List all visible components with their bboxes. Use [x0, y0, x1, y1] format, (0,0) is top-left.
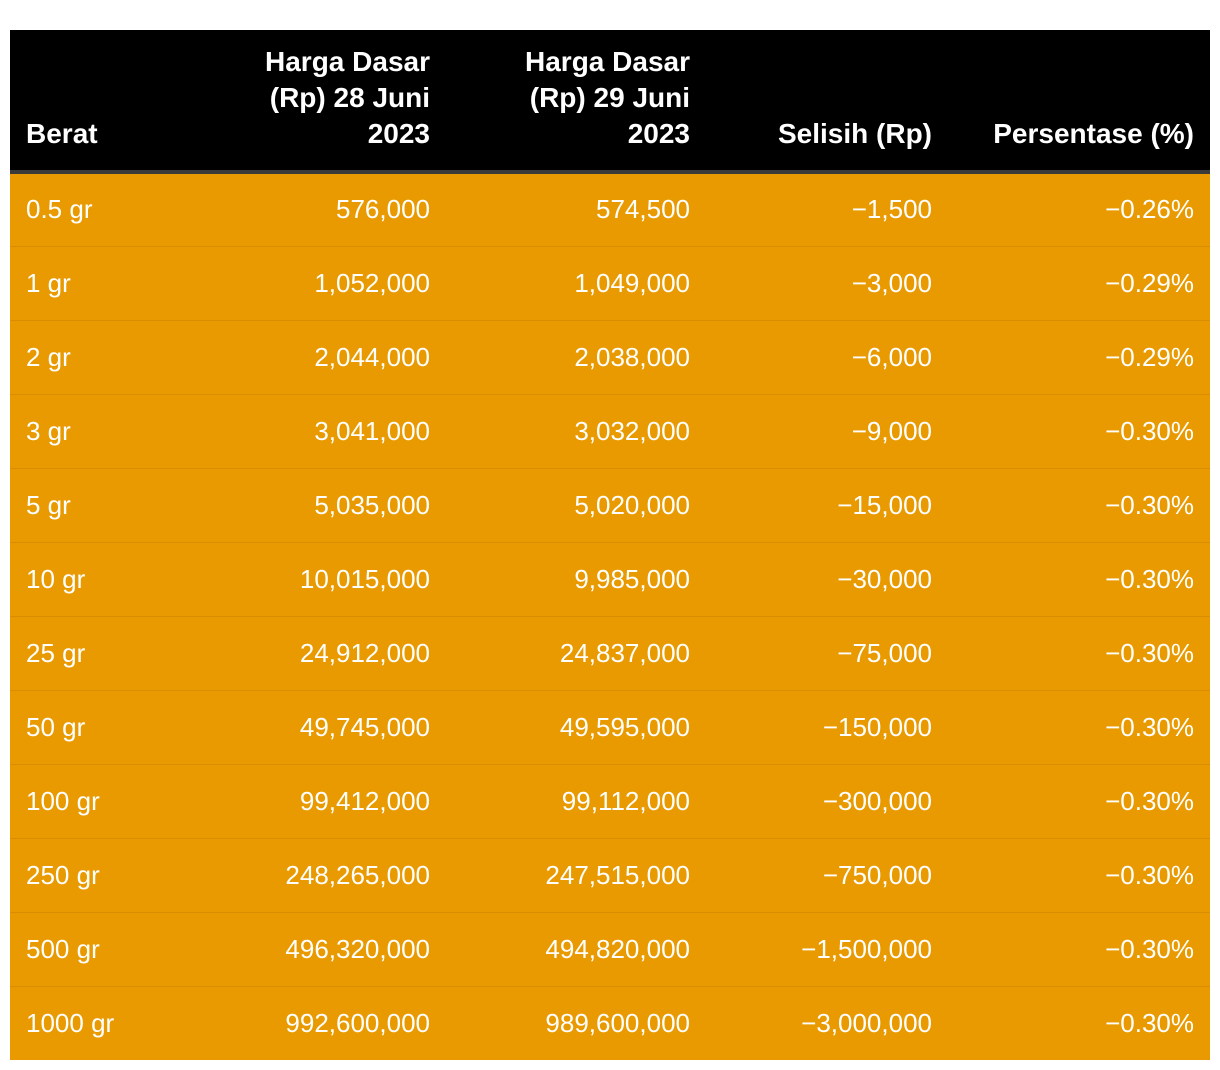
cell-persentase: −0.30%	[1105, 563, 1194, 594]
cell-harga-29-juni: 2,038,000	[574, 341, 690, 372]
table-row	[10, 838, 1210, 912]
cell-selisih: −6,000	[851, 341, 932, 372]
cell-harga-28-juni: 496,320,000	[285, 933, 430, 964]
table-row	[10, 616, 1210, 690]
cell-selisih: −15,000	[837, 489, 932, 520]
cell-harga-29-juni: 9,985,000	[574, 563, 690, 594]
cell-harga-28-juni: 5,035,000	[314, 489, 430, 520]
cell-harga-28-juni: 49,745,000	[299, 711, 430, 742]
cell-harga-28-juni: 2,044,000	[314, 341, 430, 372]
cell-harga-29-juni: 1,049,000	[574, 267, 690, 298]
cell-berat: 5 gr	[26, 489, 71, 520]
table-row	[10, 912, 1210, 986]
cell-berat: 50 gr	[26, 711, 86, 742]
cell-harga-28-juni: 99,412,000	[299, 785, 430, 816]
cell-berat: 2 gr	[26, 341, 71, 372]
cell-selisih: −9,000	[851, 415, 932, 446]
table-row	[10, 542, 1210, 616]
table-header	[10, 30, 1210, 172]
cell-selisih: −3,000	[851, 267, 932, 298]
cell-persentase: −0.30%	[1105, 785, 1194, 816]
cell-harga-28-juni: 1,052,000	[314, 267, 430, 298]
cell-berat: 1000 gr	[26, 1007, 115, 1038]
cell-harga-29-juni: 49,595,000	[559, 711, 690, 742]
header-harga-28-juni: Harga Dasar (Rp) 28 Juni 2023	[265, 46, 430, 149]
cell-harga-29-juni: 3,032,000	[574, 415, 690, 446]
cell-harga-28-juni: 992,600,000	[285, 1007, 430, 1038]
cell-selisih: −150,000	[822, 711, 932, 742]
cell-selisih: −3,000,000	[801, 1007, 932, 1038]
cell-harga-29-juni: 989,600,000	[545, 1007, 690, 1038]
table-row	[10, 468, 1210, 542]
header-selisih: Selisih (Rp)	[777, 118, 932, 149]
cell-berat: 100 gr	[26, 785, 100, 816]
cell-selisih: −300,000	[822, 785, 932, 816]
header-persentase: Persentase (%)	[993, 118, 1194, 149]
cell-berat: 0.5 gr	[26, 194, 93, 225]
cell-harga-28-juni: 10,015,000	[299, 563, 430, 594]
cell-harga-28-juni: 248,265,000	[285, 859, 430, 890]
table-row	[10, 986, 1210, 1060]
cell-persentase: −0.29%	[1105, 267, 1194, 298]
table-body	[10, 172, 1210, 1060]
cell-selisih: −1,500	[851, 194, 932, 225]
cell-persentase: −0.26%	[1105, 194, 1194, 225]
table-row	[10, 246, 1210, 320]
header-harga-29-juni: Harga Dasar (Rp) 29 Juni 2023	[525, 46, 690, 149]
price-table	[10, 30, 1210, 1060]
table-row	[10, 394, 1210, 468]
table-row	[10, 320, 1210, 394]
cell-harga-29-juni: 24,837,000	[559, 637, 690, 668]
cell-persentase: −0.29%	[1105, 341, 1194, 372]
table-row	[10, 172, 1210, 246]
cell-selisih: −750,000	[822, 859, 932, 890]
cell-persentase: −0.30%	[1105, 1007, 1194, 1038]
cell-harga-28-juni: 576,000	[336, 194, 430, 225]
cell-selisih: −1,500,000	[801, 933, 932, 964]
cell-persentase: −0.30%	[1105, 415, 1194, 446]
cell-persentase: −0.30%	[1105, 489, 1194, 520]
cell-harga-29-juni: 494,820,000	[545, 933, 690, 964]
price-table-container	[10, 30, 1210, 1060]
cell-berat: 500 gr	[26, 933, 100, 964]
cell-berat: 250 gr	[26, 859, 100, 890]
cell-harga-28-juni: 24,912,000	[299, 637, 430, 668]
cell-selisih: −30,000	[837, 563, 932, 594]
cell-persentase: −0.30%	[1105, 637, 1194, 668]
header-berat: Berat	[26, 118, 98, 149]
cell-harga-29-juni: 5,020,000	[574, 489, 690, 520]
cell-berat: 3 gr	[26, 415, 71, 446]
cell-berat: 10 gr	[26, 563, 86, 594]
header-row	[10, 30, 1210, 172]
cell-harga-29-juni: 99,112,000	[561, 785, 690, 816]
cell-harga-28-juni: 3,041,000	[314, 415, 430, 446]
cell-persentase: −0.30%	[1105, 859, 1194, 890]
cell-persentase: −0.30%	[1105, 711, 1194, 742]
cell-berat: 1 gr	[26, 267, 71, 298]
cell-berat: 25 gr	[26, 637, 86, 668]
cell-harga-29-juni: 574,500	[596, 194, 690, 225]
cell-harga-29-juni: 247,515,000	[545, 859, 690, 890]
cell-selisih: −75,000	[837, 637, 932, 668]
table-row	[10, 690, 1210, 764]
table-row	[10, 764, 1210, 838]
cell-persentase: −0.30%	[1105, 933, 1194, 964]
